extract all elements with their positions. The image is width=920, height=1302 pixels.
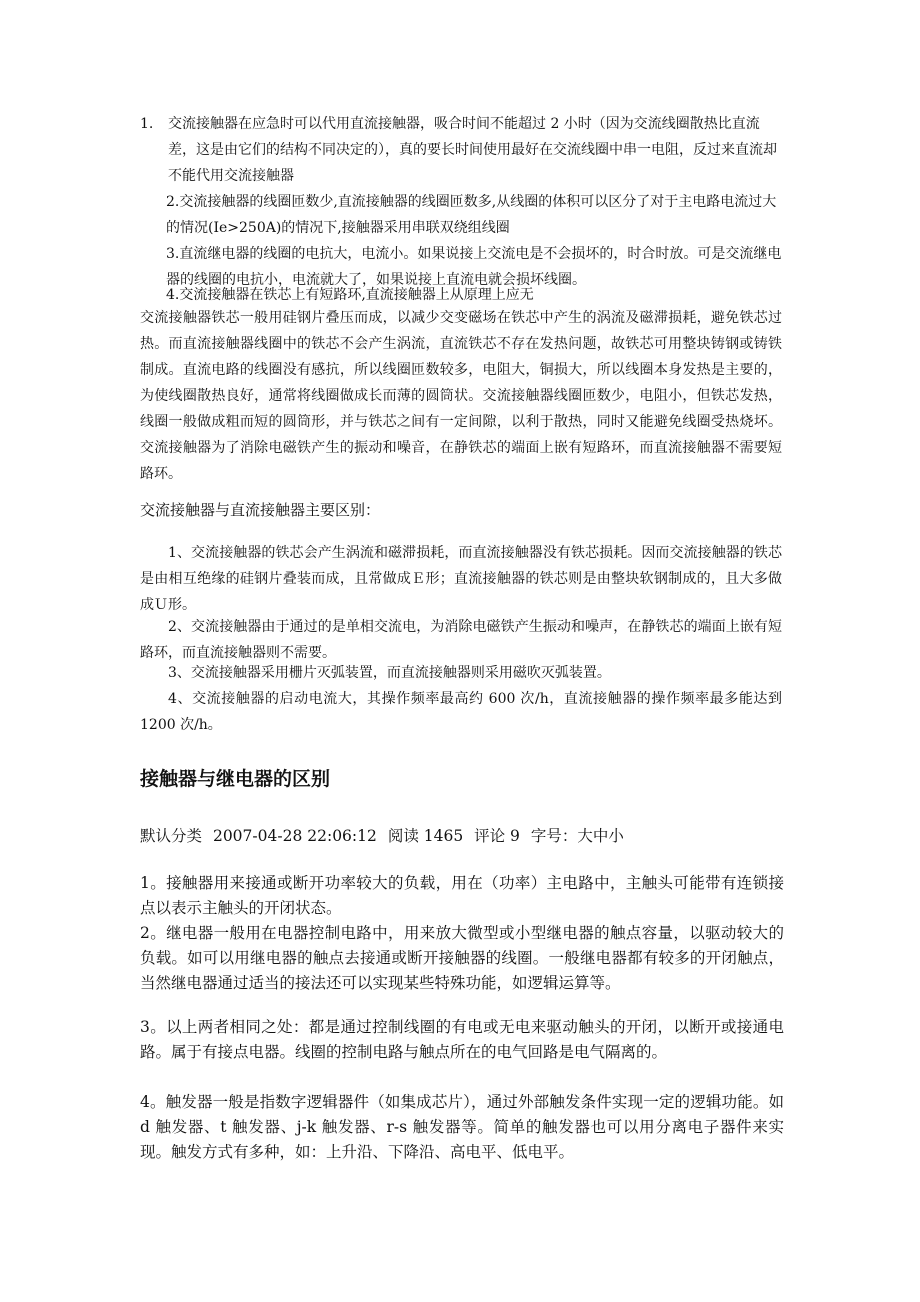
- list-item-3: 3.直流继电器的线圈的电抗大，电流小。如果说接上交流电是不会损坏的，时合时放。可是交流继电器的线圈的电抗小，电流就大了，如果说接上直流电就会损坏线圈。: [166, 246, 782, 288]
- difference-item-3: 3、交流接触器采用栅片灭弧装置，而直流接触器则采用磁吹灭弧装置。: [168, 665, 611, 681]
- article-paragraph-2: 2。继电器一般用在电器控制电路中，用来放大微型或小型继电器的触点容量，以驱动较大的负载。如可以用继电器的触点去接通或断开接触器的线圈。一般继电器都有较多的开闭触点，当然继电器通过适当的接法还可以实现某些特殊功能，如逻辑运算等。: [140, 924, 784, 992]
- article-comments: 评论 9: [474, 827, 520, 845]
- article-reads: 阅读 1465: [387, 827, 464, 845]
- article-datetime: 2007-04-28 22:06:12: [212, 827, 377, 845]
- difference-item-4: 4、交流接触器的启动电流大，其操作频率最高约 600 次/h，直流接触器的操作频率最多能达到 1200 次/h。: [140, 691, 782, 733]
- list-item-1: [140, 111, 782, 189]
- article-paragraph-3: 3。以上两者相同之处：都是通过控制线圈的有电或无电来驱动触头的开闭，以断开或接通电路。属于有接点电器。线圈的控制电路与触点所在的电气回路是电气隔离的。: [140, 1018, 784, 1061]
- list-item-1-text: 交流接触器在应急时可以代用直流接触器，吸合时间不能超过 2 小时（因为交流线圈散热比直流差，这是由它们的结构不同决定的），真的要长时间使用最好在交流线圈中串一电阻，反过来直流却不能代用交流接触器: [168, 116, 777, 184]
- article-title: 接触器与继电器的区别: [140, 768, 331, 790]
- list-number: 1.: [140, 116, 154, 132]
- difference-item-2: 2、交流接触器由于通过的是单相交流电，为消除电磁铁产生振动和噪声，在静铁芯的端面上嵌有短路环，而直流接触器则不需要。: [140, 619, 782, 661]
- difference-item-1: 1、交流接触器的铁芯会产生涡流和磁滞损耗，而直流接触器没有铁芯损耗。因而交流接触器的铁芯是由相互绝缘的硅钢片叠装而成，且常做成Ｅ形；直流接触器的铁芯则是由整块软钢制成的，且大多做成Ｕ形。: [140, 545, 782, 613]
- core-paragraph: 交流接触器铁芯一般用硅钢片叠压而成，以减少交变磁场在铁芯中产生的涡流及磁滞损耗，避免铁芯过热。而直流接触器线圈中的铁芯不会产生涡流，直流铁芯不存在发热问题，故铁芯可用整块铸钢或铸铁制成。直流电路的线圈没有感抗，所以线圈匝数较多，电阻大，铜损大，所以线圈本身发热是主要的，为使线圈散热良好，通常将线圈做成长而薄的圆筒状。交流接触器线圈匝数少，电阻小，但铁芯发热，线圈一般做成粗而短的圆筒形，并与铁芯之间有一定间隙，以利于散热，同时又能避免线圈受热烧坏。交流接触器为了消除电磁铁产生的振动和噪音，在静铁芯的端面上嵌有短路环，而直流接触器不需要短路环。: [140, 310, 782, 482]
- article-meta: [140, 823, 630, 849]
- list-item-4: 4.交流接触器在铁芯上有短路环,直流接触器上从原理上应无: [166, 287, 534, 303]
- article-category: 默认分类: [140, 827, 203, 845]
- list-item-2: 2.交流接触器的线圈匝数少,直流接触器的线圈匝数多,从线圈的体积可以区分了对于主电路电流过大的情况(Ie>250A)的情况下,接触器采用串联双绕组线圈: [166, 194, 777, 236]
- article-paragraph-1: 1。接触器用来接通或断开功率较大的负载，用在（功率）主电路中，主触头可能带有连锁接点以表示主触头的开闭状态。: [140, 874, 784, 917]
- article-fontsize: 字号：大中小: [530, 827, 624, 845]
- article-paragraph-4: 4。触发器一般是指数字逻辑器件（如集成芯片），通过外部触发条件实现一定的逻辑功能。如 d 触发器、t 触发器、j-k 触发器、r-s 触发器等。简单的触发器也可以用分离电子器件来实现。触发方式有多种，如：上升沿、下降沿、高电平、低电平。: [140, 1093, 784, 1161]
- section-heading: 交流接触器与直流接触器主要区别：: [140, 501, 381, 519]
